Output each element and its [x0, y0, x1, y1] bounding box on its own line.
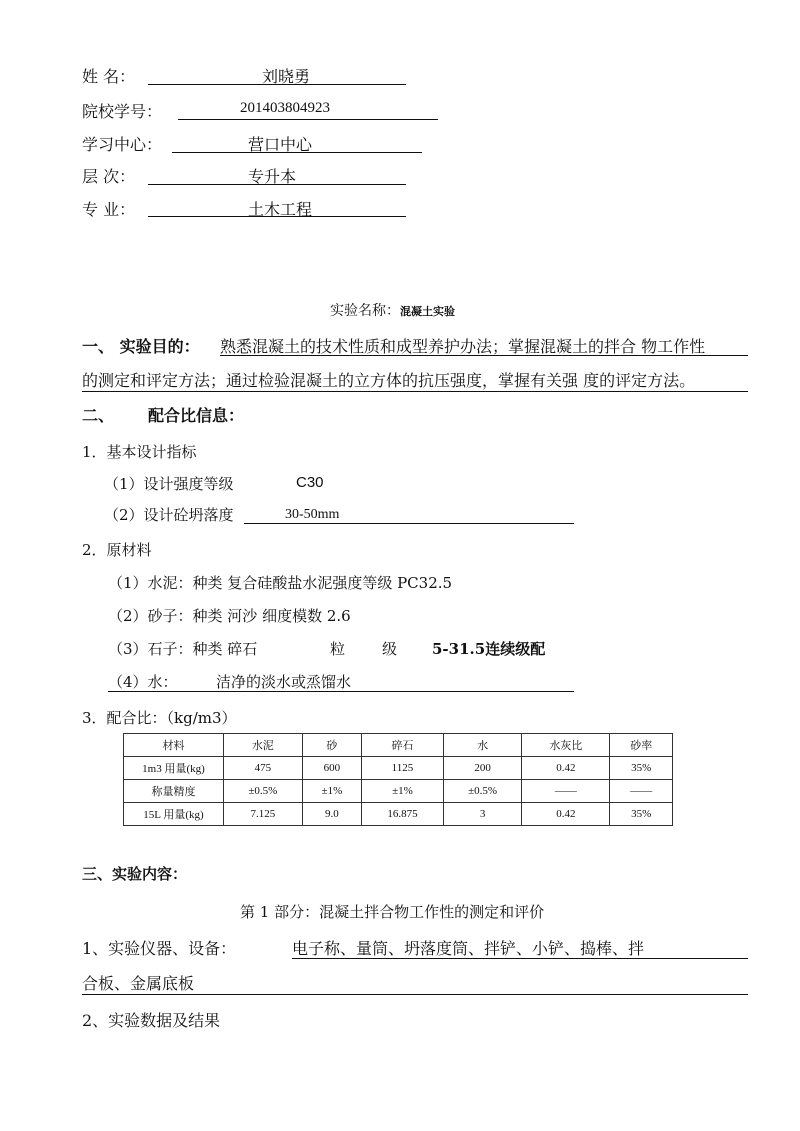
table-cell: 35%: [610, 803, 673, 826]
table-cell: 0.42: [522, 757, 610, 780]
slump-value: 30-50mm: [285, 507, 340, 522]
sand-line: （2）砂子：种类 河沙 细度模数 2.6: [108, 607, 351, 625]
table-cell: 475: [224, 757, 303, 780]
name-label: 姓 名：: [82, 67, 136, 86]
equipment-label: 1、实验仪器、设备：: [82, 939, 237, 958]
table-row: [124, 780, 673, 803]
table-header-cell: 水: [443, 734, 522, 757]
table-header-cell: 材料: [124, 734, 224, 757]
mix-ratio-title: 3．配合比：（kg/m3）: [82, 709, 237, 727]
stone-grade-value: 5-31.5连续级配: [432, 640, 546, 658]
experiment-title: [330, 300, 455, 320]
table-header-cell: 水灰比: [522, 734, 610, 757]
table-cell: 3: [443, 803, 522, 826]
level-value: 专升本: [248, 167, 297, 186]
center-value: 营口中心: [248, 135, 313, 154]
section1-underline1: [220, 355, 748, 356]
table-cell: ——: [610, 780, 673, 803]
major-value: 土木工程: [248, 200, 313, 219]
table-cell: 7.125: [224, 803, 303, 826]
table-header-cell: 碎石: [362, 734, 444, 757]
table-row: [124, 803, 673, 826]
section1-heading: 一、 实验目的：: [82, 337, 200, 356]
table-cell: 200: [443, 757, 522, 780]
cement-line: （1）水泥：种类 复合硅酸盐水泥强度等级 PC32.5: [108, 574, 453, 592]
id-label: 院校学号：: [82, 102, 163, 121]
table-cell: ±1%: [302, 780, 362, 803]
table-cell: ±0.5%: [443, 780, 522, 803]
major-label: 专 业：: [82, 200, 136, 219]
slump-label: （2）设计砼坍落度: [104, 506, 234, 524]
section2-heading-num: 二、: [82, 406, 115, 425]
basic-design-title: 1．基本设计指标: [82, 443, 197, 461]
section1-text-line2: 的测定和评定方法；通过检验混凝土的立方体的抗压强度，掌握有关强 度的评定方法。: [82, 371, 696, 390]
strength-value: C30: [296, 474, 324, 491]
center-label: 学习中心：: [82, 135, 163, 154]
table-cell: 0.42: [522, 803, 610, 826]
table-cell: 15L 用量(kg): [124, 803, 224, 826]
experiment-title-value: 混凝土实验: [400, 305, 455, 318]
table-cell: ±0.5%: [224, 780, 303, 803]
stone-grade-char1: 粒: [330, 640, 346, 658]
table-header-row: [124, 734, 673, 757]
slump-underline: [244, 523, 574, 524]
data-results-title: 2、实验数据及结果: [82, 1011, 221, 1030]
equipment-underline2: [82, 994, 748, 995]
mix-ratio-table: [123, 733, 673, 826]
name-value: 刘晓勇: [262, 67, 311, 86]
section2-heading-text: 配合比信息：: [148, 406, 245, 425]
equipment-underline1: [292, 958, 748, 959]
part1-title: 第 1 部分：混凝土拌合物工作性的测定和评价: [240, 903, 545, 921]
section3-heading: 三、实验内容：: [82, 865, 188, 883]
table-cell: 9.0: [302, 803, 362, 826]
table-header-cell: 水泥: [224, 734, 303, 757]
table-cell: 16.875: [362, 803, 444, 826]
section1-underline2: [82, 391, 748, 392]
strength-label: （1）设计强度等级: [104, 475, 234, 493]
section1-text-line1: 熟悉混凝土的技术性质和成型养护办法；掌握混凝土的拌合 物工作性: [220, 337, 706, 356]
water-underline: [108, 691, 574, 692]
equipment-line2: 合板、金属底板: [82, 974, 195, 993]
id-value: 201403804923: [240, 100, 330, 116]
stone-grade-char2: 级: [382, 640, 398, 658]
table-cell: 600: [302, 757, 362, 780]
equipment-line1: 电子称、量筒、坍落度筒、拌铲、小铲、捣棒、拌: [292, 939, 645, 958]
raw-materials-title: 2．原材料: [82, 541, 152, 559]
table-cell: 35%: [610, 757, 673, 780]
table-header-cell: 砂: [302, 734, 362, 757]
water-value: 洁净的淡水或烝馏水: [216, 673, 352, 691]
table-cell: 称量精度: [124, 780, 224, 803]
stone-type: （3）石子：种类 碎石: [108, 640, 258, 658]
table-cell: ——: [522, 780, 610, 803]
experiment-title-label: 实验名称：: [330, 303, 400, 319]
table-cell: 1125: [362, 757, 444, 780]
level-label: 层 次：: [82, 167, 136, 186]
table-row: [124, 757, 673, 780]
id-underline: [178, 119, 438, 120]
table-cell: ±1%: [362, 780, 444, 803]
water-label: （4）水：: [108, 673, 178, 691]
table-header-cell: 砂率: [610, 734, 673, 757]
table-cell: 1m3 用量(kg): [124, 757, 224, 780]
